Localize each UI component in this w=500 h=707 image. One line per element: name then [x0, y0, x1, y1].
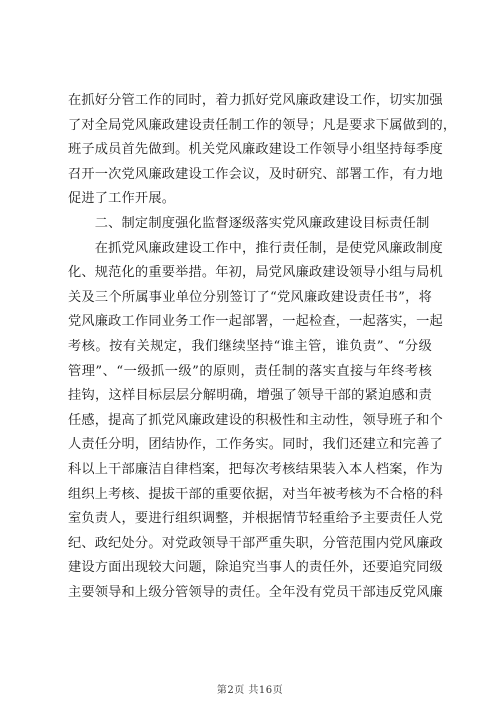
- text-line: 在抓好分管工作的同时，着力抓好党风廉政建设工作，切实加强: [68, 93, 443, 108]
- text-line: 促进了工作开展。: [68, 191, 176, 207]
- text-line: 组织上考核、提拔干部的重要依据，对当年被考核为不合格的科: [68, 486, 443, 502]
- text-line: 关及三个所属事业单位分别签订了“党风廉政建设责任书”，将: [68, 289, 432, 305]
- text-line: 室负责人，要进行组织调整，并根据情节轻重给予主要责任人党: [68, 511, 443, 527]
- text-line: 党风廉政工作同业务工作一起部署，一起检查，一起落实，一起: [68, 314, 443, 330]
- text-line: 主要领导和上级分管领导的责任。全年没有党员干部违反党风廉: [68, 584, 443, 600]
- text-line: 考核。按有关规定，我们继续坚持“谁主管，谁负责”、“分级: [68, 338, 432, 354]
- text-line: 管理”、“一级抓一级”的原则，责任制的落实直接与年终考核: [68, 363, 432, 379]
- text-line: 在抓党风廉政建设工作中，推行责任制，是使党风廉政制度: [68, 240, 443, 256]
- text-line: 了对全局党风廉政建设责任制工作的领导；凡是要求下属做到的，: [68, 117, 457, 133]
- text-line: 科以上干部廉洁自律档案，把每次考核结果装入本人档案，作为: [68, 461, 443, 477]
- text-line: 挂钩，这样目标层层分解明确，增强了领导干部的紧迫感和责: [68, 388, 432, 404]
- text-line: 召开一次党风廉政建设工作会议，及时研究、部署工作，有力地: [68, 166, 443, 182]
- text-line: 纪、政纪处分。对党政领导干部严重失职，分管范围内党风廉政: [68, 535, 443, 551]
- text-line: 人责任分明，团结协作，工作务实。同时，我们还建立和完善了: [68, 437, 443, 453]
- body-text: [68, 89, 457, 605]
- text-line: 化、规范化的重要举措。年初，局党风廉政建设领导小组与局机: [68, 265, 443, 281]
- text-line: 任感，提高了抓党风廉政建设的积极性和主动性，领导班子和个: [68, 412, 443, 428]
- page-footer: 第2页 共16页: [216, 685, 284, 696]
- text-line: 建设方面出现较大问题，除追究当事人的责任外，还要追究同级: [68, 560, 443, 576]
- text-line: 班子成员首先做到。机关党风廉政建设工作领导小组坚持每季度: [68, 142, 443, 158]
- section-heading: 二、制定制度强化监督逐级落实党风廉政建设目标责任制: [68, 215, 430, 231]
